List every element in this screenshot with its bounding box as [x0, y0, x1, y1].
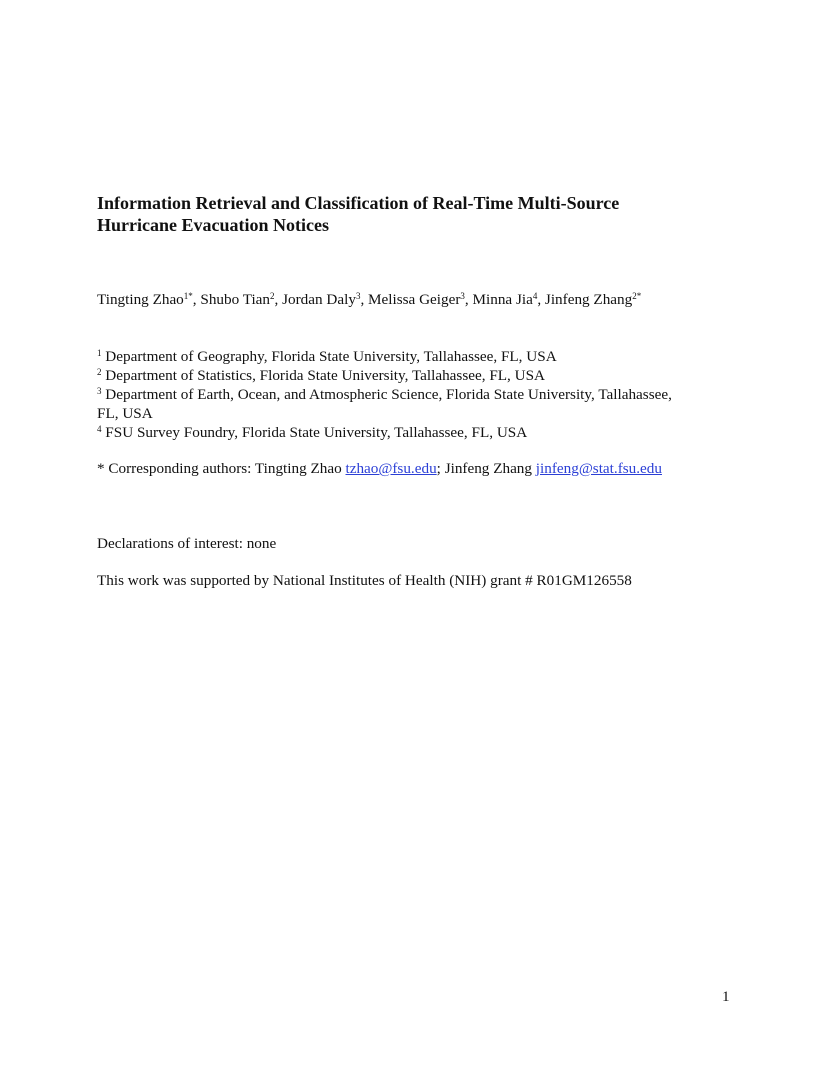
author-separator: ,	[274, 291, 283, 308]
affiliation-number: 3	[97, 386, 102, 396]
affiliation-text: FSU Survey Foundry, Florida State University, Tallahassee, FL, USA	[105, 424, 528, 441]
author-name: Melissa Geiger	[368, 291, 461, 308]
author-affiliation-mark: 2*	[632, 291, 642, 301]
author-affiliation-mark: 2	[270, 291, 275, 301]
affiliation-item	[97, 385, 737, 404]
author-affiliation-mark: 3	[355, 291, 361, 301]
email-link-zhang[interactable]: jinfeng@stat.fsu.edu	[535, 460, 662, 477]
corresponding-prefix: * Corresponding authors: Tingting Zhao	[97, 460, 346, 477]
affiliation-number: 2	[97, 367, 102, 377]
funding-statement: This work was supported by National Institutes of Health (NIH) grant # R01GM126558	[97, 572, 632, 589]
author-affiliation-mark: 3	[460, 291, 465, 301]
author-separator: ,	[360, 291, 369, 308]
corresponding-middle: ; Jinfeng Zhang	[436, 460, 536, 477]
author-list	[97, 290, 757, 310]
declarations-of-interest: Declarations of interest: none	[97, 535, 277, 552]
author	[97, 291, 200, 308]
affiliation-list	[97, 347, 737, 442]
affiliation-number: 4	[97, 424, 102, 434]
corresponding-authors	[97, 459, 777, 478]
affiliation-continuation: FL, USA	[97, 405, 153, 422]
author-name: Jinfeng Zhang	[544, 291, 633, 308]
author-name: Shubo Tian	[200, 291, 271, 308]
title-line-1: Information Retrieval and Classification of Real-Time Multi-Source	[97, 193, 620, 213]
affiliation-item	[97, 423, 737, 442]
paper-title	[97, 192, 737, 236]
affiliation-item	[97, 366, 737, 385]
affiliation-number: 1	[97, 348, 102, 358]
author-name: Tingting Zhao	[97, 291, 184, 308]
author	[282, 291, 368, 308]
author-affiliation-mark: 4	[532, 291, 538, 301]
author	[368, 291, 472, 308]
author-separator: ,	[464, 291, 473, 308]
author	[200, 291, 282, 308]
title-line-2: Hurricane Evacuation Notices	[97, 215, 329, 235]
affiliation-text: Department of Statistics, Florida State University, Tallahassee, FL, USA	[105, 367, 546, 384]
author-name: Jordan Daly	[282, 291, 356, 308]
author	[473, 291, 545, 308]
page-number: 1	[722, 988, 730, 1005]
author-affiliation-mark: 1*	[183, 291, 193, 301]
affiliation-item	[97, 347, 737, 366]
affiliation-text: Department of Earth, Ocean, and Atmospheric Science, Florida State University, Tallahassee,	[105, 386, 672, 403]
email-link-zhao[interactable]: tzhao@fsu.edu	[345, 460, 437, 477]
author-name: Minna Jia	[472, 291, 533, 308]
author	[545, 291, 641, 308]
author-separator: ,	[537, 291, 545, 308]
affiliation-text: Department of Geography, Florida State University, Tallahassee, FL, USA	[105, 348, 557, 365]
author-separator: ,	[192, 291, 201, 308]
